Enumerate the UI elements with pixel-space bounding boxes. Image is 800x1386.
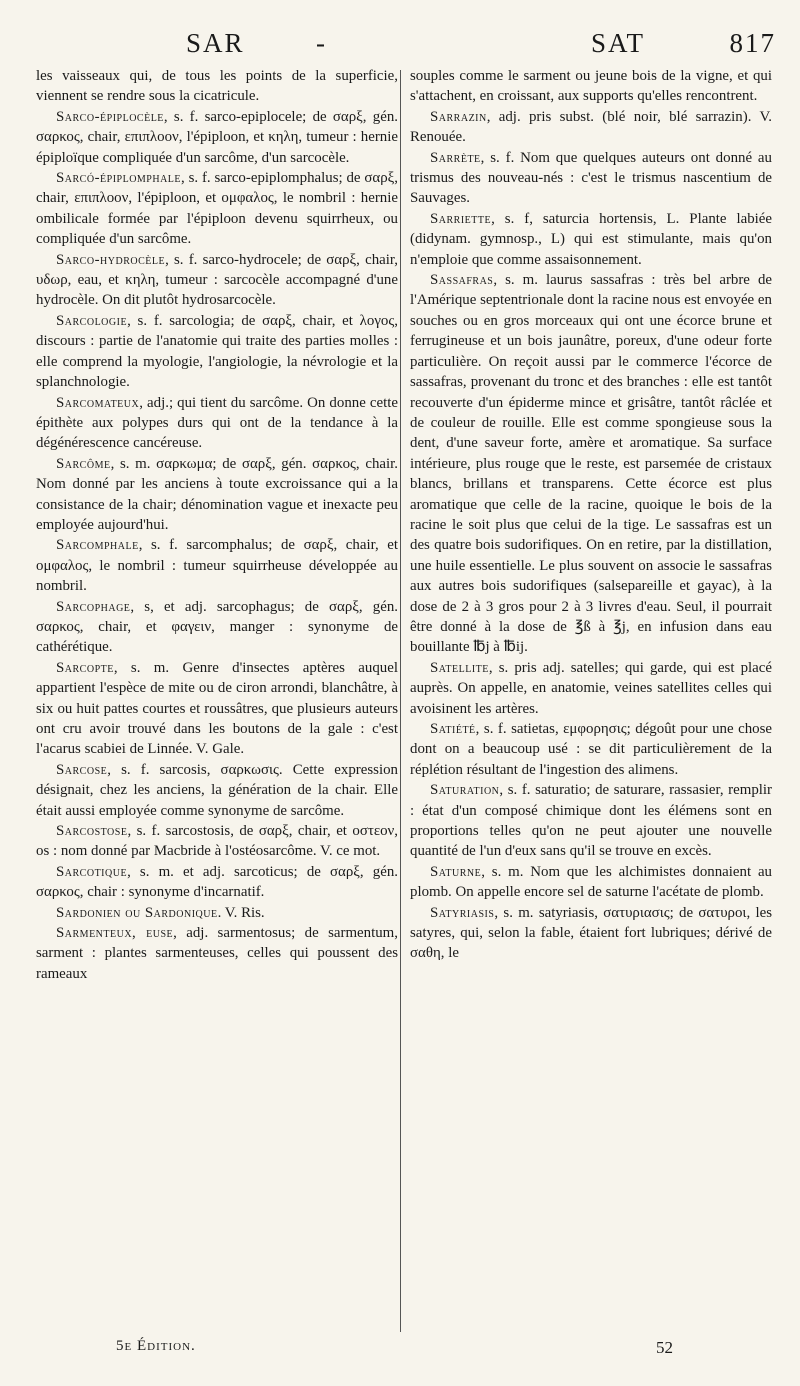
entry-headword: Sarrète xyxy=(430,149,481,166)
dictionary-entry xyxy=(36,393,398,454)
entry-text: , s. pris adj. satelles; qui garde, qui est placé auprès. On appelle, en anatomie, veines satellites celles qui avoisinent les artères. xyxy=(410,659,772,717)
entry-text: , s. f. saturatio; de saturare, rassasier, remplir : état d'un composé chimique dont les élémens sont en proportions telles qu'on ne peut ajouter une nouvelle quantité de l'un d'eux sans qu'il se trouve en excès. xyxy=(410,782,772,860)
entry-headword: Sarcomateux xyxy=(56,394,140,411)
dictionary-entry xyxy=(36,862,398,903)
right-column xyxy=(410,66,772,1334)
entry-headword: Satiété xyxy=(430,721,476,737)
entry-text: , s. m. Genre d'insectes aptères auquel appartient l'espèce de mite ou de ciron arrondi, blanchâtre, à six ou huit pattes courtes et roussâtres, que plusieurs auteurs ont cru avoir trouvé dans les boutons de la gale : c'est l'acarus scabiei de Linnée. V. Gale. xyxy=(36,659,398,758)
dictionary-entry xyxy=(410,862,772,903)
entry-text: , s. f. sarcomphalus; de σαρξ, chair, et ομφαλος, le nombril : tumeur squirrheuse développée au nombril. xyxy=(36,537,398,595)
dictionary-entry xyxy=(410,719,772,780)
entry-text: , adj.; qui tient du sarcôme. On donne cette épithète aux polypes durs qui ont de la tendance à la dégénérescence cancéreuse. xyxy=(36,394,398,452)
entry-headword: Sarcose xyxy=(56,761,108,778)
entry-text: souples comme le sarment ou jeune bois de la vigne, et qui s'attachent, en croissant, aux supports qu'elles rencontrent. xyxy=(410,68,772,105)
dictionary-entry xyxy=(36,821,398,862)
entry-text: , adj. pris subst. (blé noir, blé sarrazin). V. Renouée. xyxy=(410,108,772,146)
entry-text: . V. Ris. xyxy=(217,904,265,921)
guide-dash: - xyxy=(316,28,327,58)
right-guide-word: SAT xyxy=(591,28,646,58)
dictionary-entry xyxy=(410,658,772,719)
entry-headword: Sarcó-épiplomphale xyxy=(56,170,182,187)
dictionary-entry xyxy=(410,107,772,148)
entry-headword: Sardonien ou Sardonique xyxy=(56,904,218,921)
left-guide-word: SAR xyxy=(186,28,245,58)
page-number: 817 xyxy=(729,28,776,58)
entry-text: , s. f. sarcosis, σαρκωσις. Cette expression désignait, chez les anciens, la génération de la chair. Elle était aussi employée comme synonyme de sarcôme. xyxy=(36,761,398,819)
dictionary-entry xyxy=(36,107,398,168)
entry-headword: Satellite xyxy=(430,659,489,676)
entry-headword: Sarcologie xyxy=(56,312,128,329)
entry-text: , s. f. sarco-epiplocele; de σαρξ, gén. σαρκος, chair, επιπλοον, l'épiploon, et κηλη, tumeur : hernie épiploïque compliquée d'un sarcôme, d'un sarcocèle. xyxy=(36,108,398,166)
dictionary-entry xyxy=(36,454,398,536)
sheet-signature: 52 xyxy=(656,1338,673,1357)
continued-entry xyxy=(410,66,772,107)
entry-headword: Saturation xyxy=(430,782,500,799)
dictionary-entry xyxy=(36,658,398,760)
entry-text: , s. m. σαρκωμα; de σαρξ, gén. σαρκος, chair. Nom donné par les anciens à toute excroissance qui a la consistance de la chair; dénomination vague et inexacte peu employée aujourd'hui. xyxy=(36,455,398,533)
entry-text: , s. f. sarco-epiplomphalus; de σαρξ, chair, επιπλοον, l'épiploon, et ομφαλος, le nombril : hernie ombilicale formée par l'épiploon devenu squirrheux, ou compliquée d'un sarcôme. xyxy=(36,170,398,248)
entry-text: les vaisseaux qui, de tous les points de la superficie, viennent se rendre sous la cicatricule. xyxy=(36,68,398,105)
dictionary-entry xyxy=(36,760,398,821)
dictionary-entry xyxy=(36,923,398,984)
continued-entry xyxy=(36,66,398,107)
left-column xyxy=(36,66,398,1334)
dictionary-entry xyxy=(36,311,398,393)
entry-headword: Sarcostose xyxy=(56,823,128,840)
entry-text: , s. m. satyriasis, σατυριασις; de σατυροι, les satyres, qui, selon la fable, étaient fort lubriques; dérivé de σαθη, le xyxy=(410,904,772,962)
entry-headword: Sarcotique xyxy=(56,863,128,880)
dictionary-entry xyxy=(410,270,772,658)
edition-signature: 5e Édition. xyxy=(116,1338,196,1354)
entry-headword: Sarcophage xyxy=(56,598,131,615)
dictionary-entry xyxy=(410,903,772,964)
entry-headword: Satyriasis xyxy=(430,904,495,921)
entry-text: , s. f. sarcologia; de σαρξ, chair, et λογος, discours : partie de l'anatomie qui traite des parties molles : elle comprend la myologie, l'angiologie, la névrologie et la splanchnologie. xyxy=(36,312,398,391)
column-divider xyxy=(400,70,401,1332)
entry-text: , s. m. et adj. sarcoticus; de σαρξ, gén. σαρκος, chair : synonyme d'incarnatif. xyxy=(36,863,398,901)
dictionary-entry xyxy=(410,209,772,270)
entry-text: , s. f, saturcia hortensis, L. Plante labiée (didynam. gymnosp., L) qui est stimulante, mais qu'on n'emploie que comme assaisonnement. xyxy=(410,210,772,268)
entry-text: , s. f. Nom que quelques auteurs ont donné au trismus des nouveau-nés : c'est le trismus nascentium de Sauvages. xyxy=(410,149,772,207)
entry-text: , s. f. satietas, εμφορησις; dégoût pour une chose dont on a beaucoup usé : se dit particulièrement de la réplétion résultant de l'ingestion des alimens. xyxy=(410,721,772,778)
page-footer xyxy=(36,1338,776,1368)
entry-text: , s. m. Nom que les alchimistes donnaient au plomb. On appelle encore sel de saturne l'acétate de plomb. xyxy=(410,863,772,901)
entry-text: , adj. sarmentosus; de sarmentum, sarment : plantes sarmenteuses, celles qui poussent des rameaux xyxy=(36,925,398,982)
dictionary-entry xyxy=(36,535,398,596)
dictionary-entry xyxy=(410,148,772,209)
entry-text: , s. m. laurus sassafras : très bel arbre de l'Amérique septentrionale dont la racine nous est envoyée en souches ou en gros morceaux qui ont une écorce brune et ferrugineuse et un bois jaunâtre, poreux, d'une odeur forte particulière. On reçoit aussi par le commerce l'écorce de sassafras, provenant du tronc et des branches : elle est tantôt recouverte d'un épiderme mince et grisâtre, tantôt râclée et de couleur de rouille. Elle est comme spongieuse sous la dent, d'une saveur forte, amère et aromatique. Sa surface intérieure, plus rouge que le reste, est parsemée de cristaux blancs, brillans et transparens. Cette écorce est plus aromatique que celle de la racine, quoique le bois de la racine le soit plus que celui de la tige. Le sassafras est un des quatre bois sudorifiques. On en retire, par la distillation, une huile essentielle. Le plus souvent on associe le sassafras aux autres bois sudorifiques (salsepareille et gayac), à la dose de 2 à 3 gros pour 2 à 3 livres d'eau. Seul, il pourrait être donné à la dose de ℥ß à ℥j, en infusion dans eau bouillante ℔j à ℔ij. xyxy=(410,272,772,656)
entry-headword: Sarcôme xyxy=(56,455,111,472)
dictionary-entry xyxy=(36,903,398,923)
entry-headword: Sarrazin xyxy=(430,108,487,125)
running-head xyxy=(36,28,776,68)
entry-headword: Sarriette xyxy=(430,210,492,227)
entry-headword: Saturne xyxy=(430,863,482,880)
entry-text: , s. f. sarco-hydrocele; de σαρξ, chair, υδωρ, eau, et κηλη, tumeur : sarcocèle accompagné d'une hydrocèle. On dit plutôt hydrosarcocèle. xyxy=(36,251,398,309)
entry-headword: Sarco-hydrocèle xyxy=(56,251,166,268)
entry-headword: Sassafras xyxy=(430,272,494,289)
dictionary-entry xyxy=(36,168,398,250)
entry-headword: Sarcopte xyxy=(56,659,114,676)
entry-headword: Sarco-épiplocèle xyxy=(56,108,164,125)
dictionary-entry xyxy=(36,597,398,658)
dictionary-entry xyxy=(410,780,772,862)
entry-text: , s, et adj. sarcophagus; de σαρξ, gén. σαρκος, chair, et φαγειν, manger : synonyme de cathérétique. xyxy=(36,598,398,656)
entry-headword: Sarcomphale xyxy=(56,537,139,554)
entry-text: , s. f. sarcostosis, de σαρξ, chair, et οστεον, os : nom donné par Macbride à l'ostéosarcôme. V. ce mot. xyxy=(36,823,398,860)
dictionary-entry xyxy=(36,250,398,311)
entry-headword: Sarmenteux, euse xyxy=(56,925,174,942)
